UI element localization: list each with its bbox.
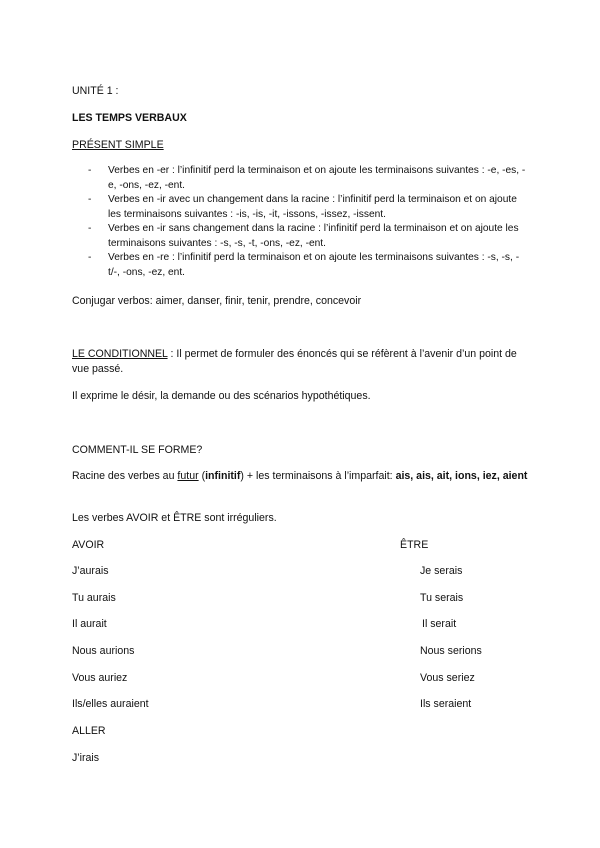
- list-item: [88, 193, 528, 222]
- practice-instruction: Conjugar verbos: aimer, danser, finir, tenir, prendre, concevoir: [72, 295, 362, 307]
- aller-label: ALLER: [72, 725, 106, 737]
- etre-form: Vous seriez: [420, 672, 475, 684]
- rule-endings: ais, ais, ait, ions, iez, aient: [395, 470, 528, 482]
- aller-form: J’irais: [72, 752, 100, 764]
- etre-label: ÊTRE: [400, 539, 429, 551]
- etre-form: Je serais: [420, 565, 463, 577]
- list-item-text: Verbes en -re : l’infinitif perd la terminaison et on ajoute les terminaisons suivantes : -s, -s, -t/-, -ons, -ez, ent.: [108, 252, 520, 278]
- avoir-form: Ils/elles auraient: [72, 698, 149, 710]
- conditional-heading: LE CONDITIONNEL: [72, 348, 168, 360]
- avoir-form: Tu aurais: [72, 592, 116, 604]
- avoir-form: Vous auriez: [72, 672, 128, 684]
- unit-label: UNITÉ 1 :: [72, 85, 119, 97]
- list-item: [88, 251, 528, 280]
- list-item-text: Verbes en -ir sans changement dans la racine : l’infinitif perd la terminaison et on ajoute les terminaisons suivantes : -s, -s, -t, -ons, -ez, -ent.: [108, 223, 519, 249]
- avoir-form: Il aurait: [72, 618, 107, 630]
- rule-text-3: ) + les terminaisons à l’imparfait:: [240, 470, 396, 482]
- etre-form: Il serait: [422, 618, 457, 630]
- rule-text-2: (: [198, 470, 206, 482]
- rule-text-1: Racine des verbes au: [72, 470, 178, 482]
- avoir-label: AVOIR: [72, 539, 105, 551]
- conditional-intro: [72, 347, 532, 377]
- etre-form: Tu serais: [420, 592, 464, 604]
- main-title: LES TEMPS VERBAUX: [72, 112, 187, 124]
- irregular-note: Les verbes AVOIR et ÊTRE sont irréguliers.: [72, 512, 277, 524]
- bullet-marker: -: [88, 165, 92, 176]
- present-heading: PRÉSENT SIMPLE: [72, 139, 164, 151]
- bullet-marker: -: [88, 194, 92, 205]
- avoir-form: J’aurais: [72, 565, 109, 577]
- formation-heading: COMMENT-IL SE FORME?: [72, 444, 203, 456]
- avoir-form: Nous aurions: [72, 645, 135, 657]
- etre-form: Ils seraient: [420, 698, 472, 710]
- list-item-text: Verbes en -ir avec un changement dans la racine : l’infinitif perd la terminaison et on ajoute les terminaisons suivantes : -is, -is, -it, -issons, -issez, -issent.: [108, 194, 517, 220]
- conditional-description: Il exprime le désir, la demande ou des scénarios hypothétiques.: [72, 390, 371, 402]
- rule-infinitif: infinitif: [205, 470, 241, 482]
- present-rules-list: [88, 164, 528, 280]
- list-item: [88, 222, 528, 251]
- list-item: [88, 164, 528, 193]
- list-item-text: Verbes en -er : l’infinitif perd la terminaison et on ajoute les terminaisons suivantes : -e, -es, -e, -ons, -ez, -ent.: [108, 165, 526, 191]
- formation-rule: [72, 469, 542, 484]
- conditional-intro-text: : Il permet de formuler des énoncés qui se réfèrent à l’avenir d’un point de vue passé.: [72, 348, 517, 375]
- etre-form: Nous serions: [420, 645, 482, 657]
- bullet-marker: -: [88, 252, 92, 263]
- bullet-marker: -: [88, 223, 92, 234]
- rule-futur: futur: [177, 470, 199, 482]
